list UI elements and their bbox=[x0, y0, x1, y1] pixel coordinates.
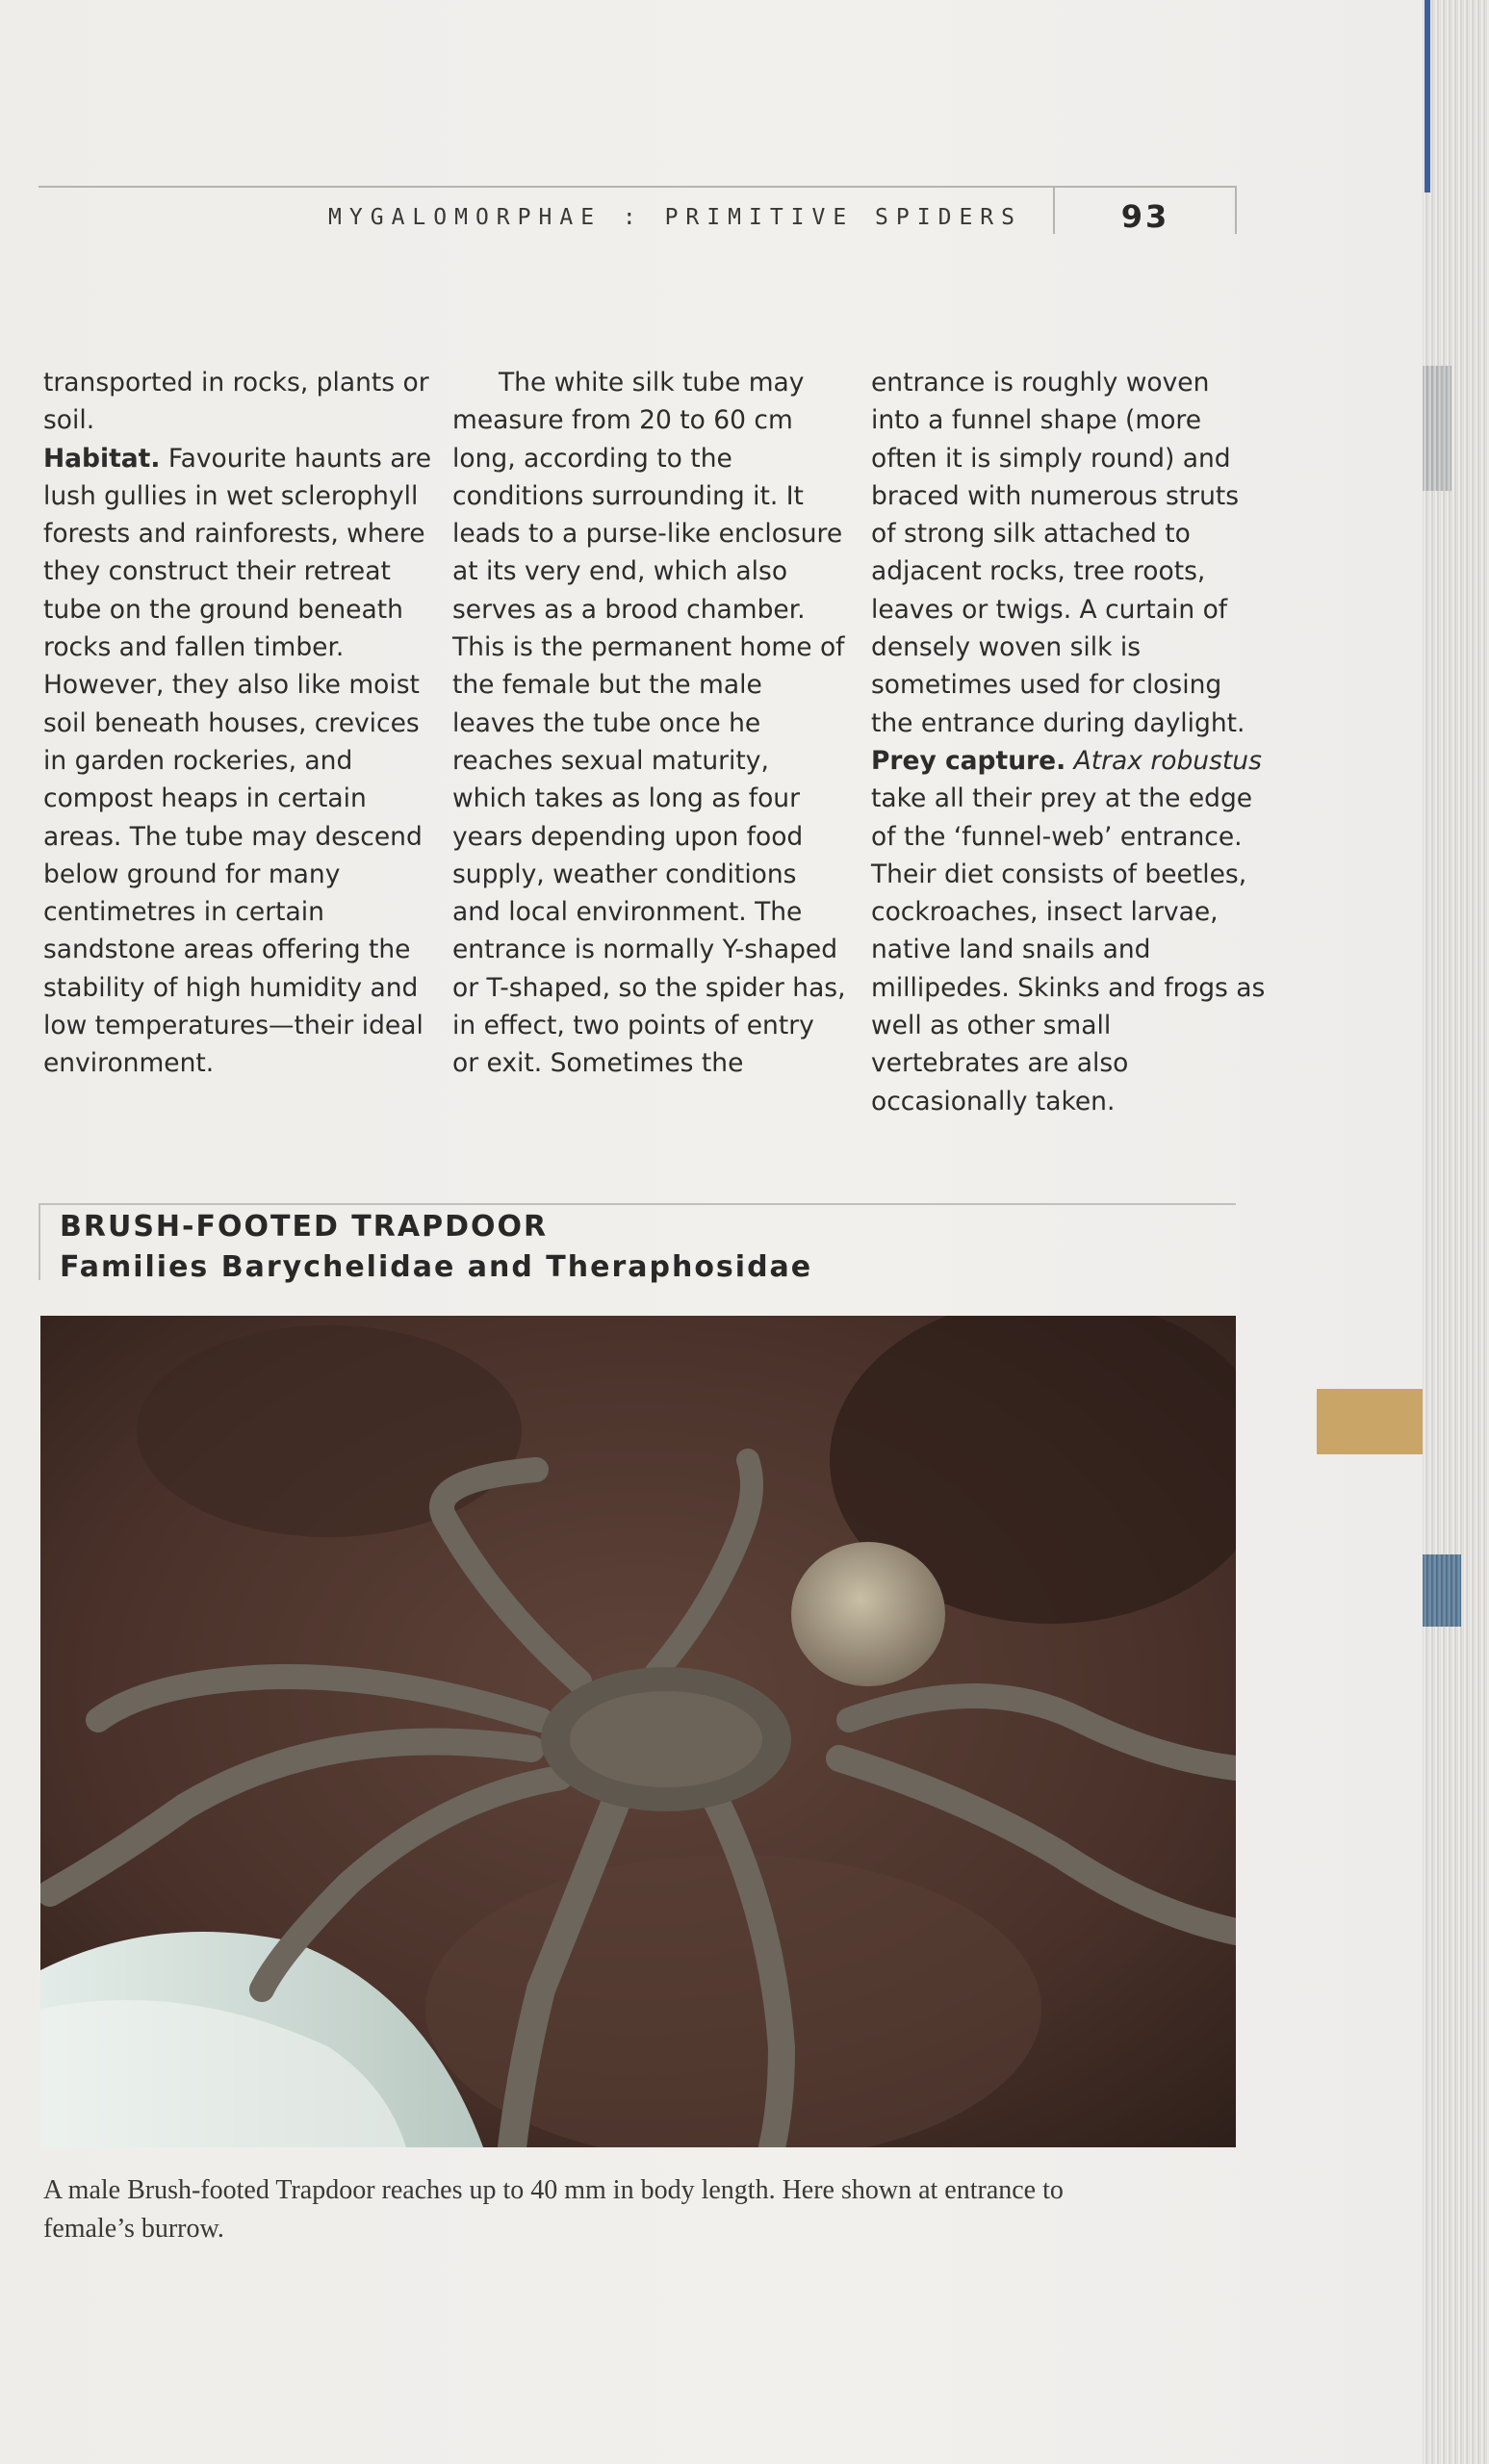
section-subtitle: Families Barychelidae and Theraphosidae bbox=[60, 1250, 813, 1284]
paragraph-text: Favourite haunts are lush gullies in wet sclerophyll forests and rainforests, where they construct their retreat tube on the ground beneath rocks and fallen timber. However, they also like moist soil beneath houses, crevices in garden rockeries, and compost heaps in certain areas. The tube may descend below ground for many centimetres in certain sandstone areas offering the stability of high humidity and low temperatures—their ideal environment. bbox=[43, 443, 432, 1079]
paragraph: entrance is roughly woven into a funnel shape (more often it is simply round) and braced with numerous struts of strong silk attached to adjacent rocks, tree roots, leaves or twigs. A curtain of densely woven silk is sometimes used for closing the entrance during daylight. bbox=[871, 368, 1245, 738]
text-column-1 bbox=[43, 364, 438, 1083]
section-rule bbox=[39, 1203, 1236, 1205]
header-end-divider bbox=[1235, 186, 1237, 234]
species-name: Atrax robustus bbox=[1073, 745, 1262, 776]
page-number: 93 bbox=[1120, 198, 1170, 235]
section-side-rule bbox=[39, 1203, 40, 1280]
text-column-2 bbox=[452, 364, 847, 1083]
spider-photo bbox=[40, 1316, 1236, 2147]
running-title: MYGALOMORPHAE : PRIMITIVE SPIDERS bbox=[328, 205, 1022, 230]
thumb-tab bbox=[1317, 1389, 1423, 1454]
header-rule bbox=[39, 186, 1236, 188]
run-in-heading: Prey capture. bbox=[871, 745, 1066, 776]
figure-caption: A male Brush-footed Trapdoor reaches up to 40 mm in body length. Here shown at entrance to female’s burrow. bbox=[43, 2175, 1064, 2244]
edge-mark-grey bbox=[1423, 366, 1451, 491]
header-divider bbox=[1053, 186, 1055, 234]
section-title: BRUSH-FOOTED TRAPDOOR bbox=[60, 1210, 549, 1244]
paragraph: The white silk tube may measure from 20 to 60 cm long, according to the conditions surrounding it. It leads to a purse-like enclosure at its very end, which also serves as a brood chamber. This is the permanent home of the female but the male leaves the tube once he reaches sexual maturity, which takes as long as four years depending upon food supply, weather conditions and local environment. The entrance is normally Y-shaped or T-shaped, so the spider has, in effect, two points of entry or exit. Sometimes the bbox=[452, 368, 846, 1079]
habitat-paragraph bbox=[43, 440, 438, 1083]
paragraph-text: take all their prey at the edge of the ‘funnel-web’ entrance. Their diet consists of beetles, cockroaches, insect larvae, native land snails and millipedes. Skinks and frogs as well as other small vertebrates are also occasionally taken. bbox=[871, 783, 1266, 1116]
run-in-heading: Habitat. bbox=[43, 443, 161, 474]
edge-mark-striped bbox=[1423, 1554, 1461, 1627]
edge-mark-blue bbox=[1425, 0, 1430, 192]
paragraph: transported in rocks, plants or soil. bbox=[43, 368, 429, 436]
text-column-3 bbox=[871, 364, 1266, 1120]
prey-paragraph bbox=[871, 742, 1266, 1120]
